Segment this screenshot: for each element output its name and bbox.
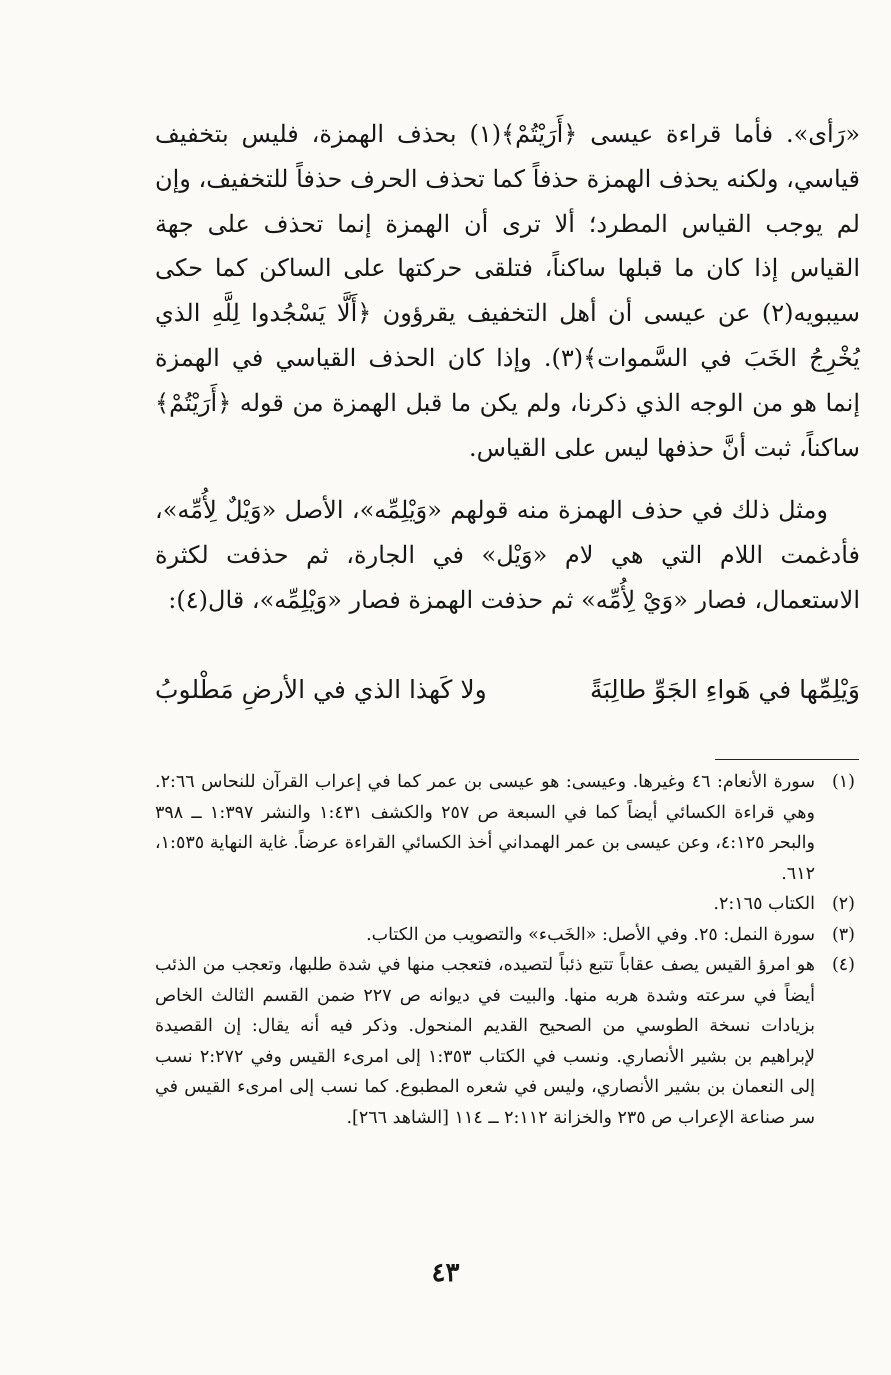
poetry-verse <box>155 667 860 713</box>
footnote-number: (١) <box>831 772 855 792</box>
footnote-number: (٣) <box>831 924 855 945</box>
footnote-text: هو امرؤ القيس يصف عقاباً تتبع ذئباً لتصيده، فتعجب منها في شدة طلبها، وتعجب من الذئب أيضاً في سرعته وشدة هربه منها. والبيت في ديوانه ص ٢٢٧ ضمن القسم الثالث الخاص بزيادات نسخة الطوسي من الصحيح القديم المنحول. وذكر فيه أنه يقال: إن القصيدة لإبراهيم بن بشير الأنصاري. ونسب في الكتاب ١:٣٥٣ إلى امرىء القيس وفي ٢:٢٧٢ نسب إلى النعمان بن بشير الأنصاري، وليس في شعره المطبوع. كما نسب إلى امرىء القيس في سر صناعة الإعراب ص ٢٣٥ والخزانة ٢:١١٢ ــ ١١٤ [الشاهد ٢٦٦]. <box>155 955 815 1128</box>
footnote <box>155 950 855 1133</box>
footnote <box>155 767 855 889</box>
footnote-number: (٤) <box>831 955 855 975</box>
paragraph-1: «رَأى». فأما قراءة عيسى ﴿أَرَيْتُمْ﴾(١) بحذف الهمزة، فليس بتخفيف قياسي، ولكنه يحذف الهمزة حذفاً كما تحذف الحرف حذفاً للتخفيف، وإن لم يوجب القياس المطرد؛ ألا ترى أن الهمزة إنما تحذف على جهة القياس إذا كان ما قبلها ساكناً، فتلقى حركتها على الساكن كما حكى سيبويه(٢) عن عيسى أن أهل التخفيف يقرؤون ﴿أَلَّا يَسْجُدوا لِلَّهِ الذي يُخْرِجُ الخَبَ في السَّموات﴾(٣). وإذا كان الحذف القياسي في الهمزة إنما هو من الوجه الذي ذكرنا، ولم يكن ما قبل الهمزة من قوله ﴿أَرَيْتُمْ﴾ ساكناً، ثبت أنَّ حذفها ليس على القياس. <box>155 120 860 462</box>
paragraph-2: ومثل ذلك في حذف الهمزة منه قولهم «وَيْلِمِّه»، الأصل «وَيْلٌ لِأُمِّه»، فأدغمت اللام التي هي لام «وَيْل» في الجارة، ثم حذفت لكثرة الاستعمال، فصار «وَيْ لِأُمِّه» ثم حذفت الهمزة فصار «وَيْلِمِّه»، قال(٤): <box>155 496 860 614</box>
page-number: ٤٣ <box>431 1258 460 1288</box>
verse-first-hemistich: وَيْلِمِّها في هَواءِ الجَوِّ طالِبَةً <box>590 675 860 704</box>
footnote-text: الكتاب ٢:١٦٥. <box>713 894 815 914</box>
footnote <box>155 920 855 951</box>
footnote-text: سورة الأنعام: ٤٦ وغيرها. وعيسى: هو عيسى بن عمر كما في إعراب القرآن للنحاس ٢:٦٦. وهي قراءة الكسائي أيضاً كما في السبعة ص ٢٥٧ والكشف ١:٤٣١ والنشر ١:٣٩٧ ــ ٣٩٨ والبحر ٤:١٢٥، وعن عيسى بن عمر الهمداني أخذ الكسائي القراءة عرضاً. غاية النهاية ١:٥٣٥، ٦١٢. <box>155 772 815 884</box>
footnotes <box>155 767 855 1133</box>
footnote <box>155 889 855 920</box>
footnote-separator <box>715 759 859 760</box>
main-text <box>155 112 860 623</box>
verse-second-hemistich: ولا كَهذا الذي في الأرضِ مَطْلوبُ <box>155 675 487 704</box>
footnote-text: سورة النمل: ٢٥. وفي الأصل: «الخَبء» والتصويب من الكتاب. <box>366 924 815 945</box>
footnote-number: (٢) <box>831 894 855 914</box>
